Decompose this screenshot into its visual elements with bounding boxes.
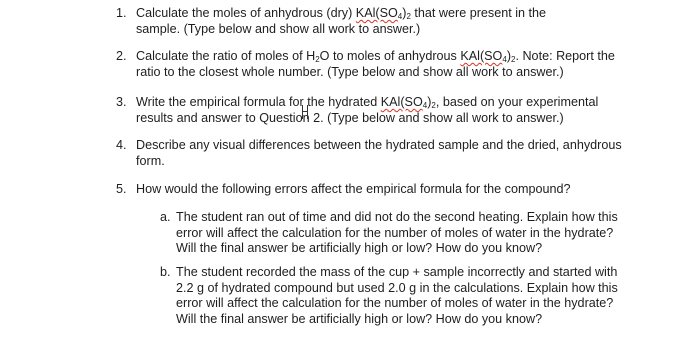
text-line: Will the final answer be artificially high or low? How do you know? — [176, 241, 543, 255]
text-line: 2.2 g of hydrated compound but used 2.0 g in the calculations. Explain how this — [176, 280, 618, 295]
text-line: Will the final answer be artificially high or low? How do you know? — [176, 311, 543, 326]
text-line: error will affect the calculation for the number of moles of water in the hydrate? — [176, 296, 614, 310]
spellcheck-flagged-word: KAl(SO — [460, 49, 503, 63]
text-line: results and answer to Question 2. (Type below and show all work to answer.) — [136, 110, 564, 125]
spellcheck-flagged-word: KAl(SO — [355, 6, 398, 20]
question-text — [136, 95, 598, 126]
text-cursor-icon — [302, 105, 308, 119]
question-number: 3. — [116, 95, 127, 109]
question-number: b. — [160, 265, 171, 279]
question-number: 1. — [116, 6, 127, 20]
text-line: Calculate the ratio of moles of $H_2O$ to moles of anhydrous $KAl(SO_4)_2$. Note: Report the — [136, 49, 615, 64]
text-line: form. — [136, 153, 165, 168]
question-text — [176, 265, 618, 327]
text-line: Calculate the moles of anhydrous (dry) $KAl(SO_4)_2$ that were present in the — [136, 6, 547, 21]
question-text — [136, 182, 570, 198]
question-number: a. — [160, 210, 171, 224]
text-line: Write the empirical formula for the hydrated $KAl(SO_4)_2$, based on your experimental — [136, 95, 599, 110]
text-line: ratio to the closest whole number. (Type below and show all work to answer.) — [136, 64, 564, 79]
question-text — [136, 6, 546, 37]
question-number: 4. — [116, 138, 127, 152]
question-number: 2. — [116, 49, 127, 63]
spellcheck-flagged-word: KAl(SO — [380, 95, 423, 109]
question-text — [176, 210, 618, 257]
question-text — [136, 49, 615, 80]
text-line: Describe any visual differences between the hydrated sample and the dried, anhydrous — [136, 138, 622, 152]
text-line: error will affect the calculation for the number of moles of water in the hydrate? — [176, 225, 614, 240]
text-line: How would the following errors affect the empirical formula for the compound? — [136, 182, 571, 196]
question-number: 5. — [116, 182, 127, 196]
text-line: The student ran out of time and did not do the second heating. Explain how this — [176, 210, 618, 224]
text-line: sample. (Type below and show all work to answer.) — [136, 21, 421, 36]
text-line: The student recorded the mass of the cup + sample incorrectly and started with — [176, 265, 618, 279]
question-text — [136, 138, 622, 169]
